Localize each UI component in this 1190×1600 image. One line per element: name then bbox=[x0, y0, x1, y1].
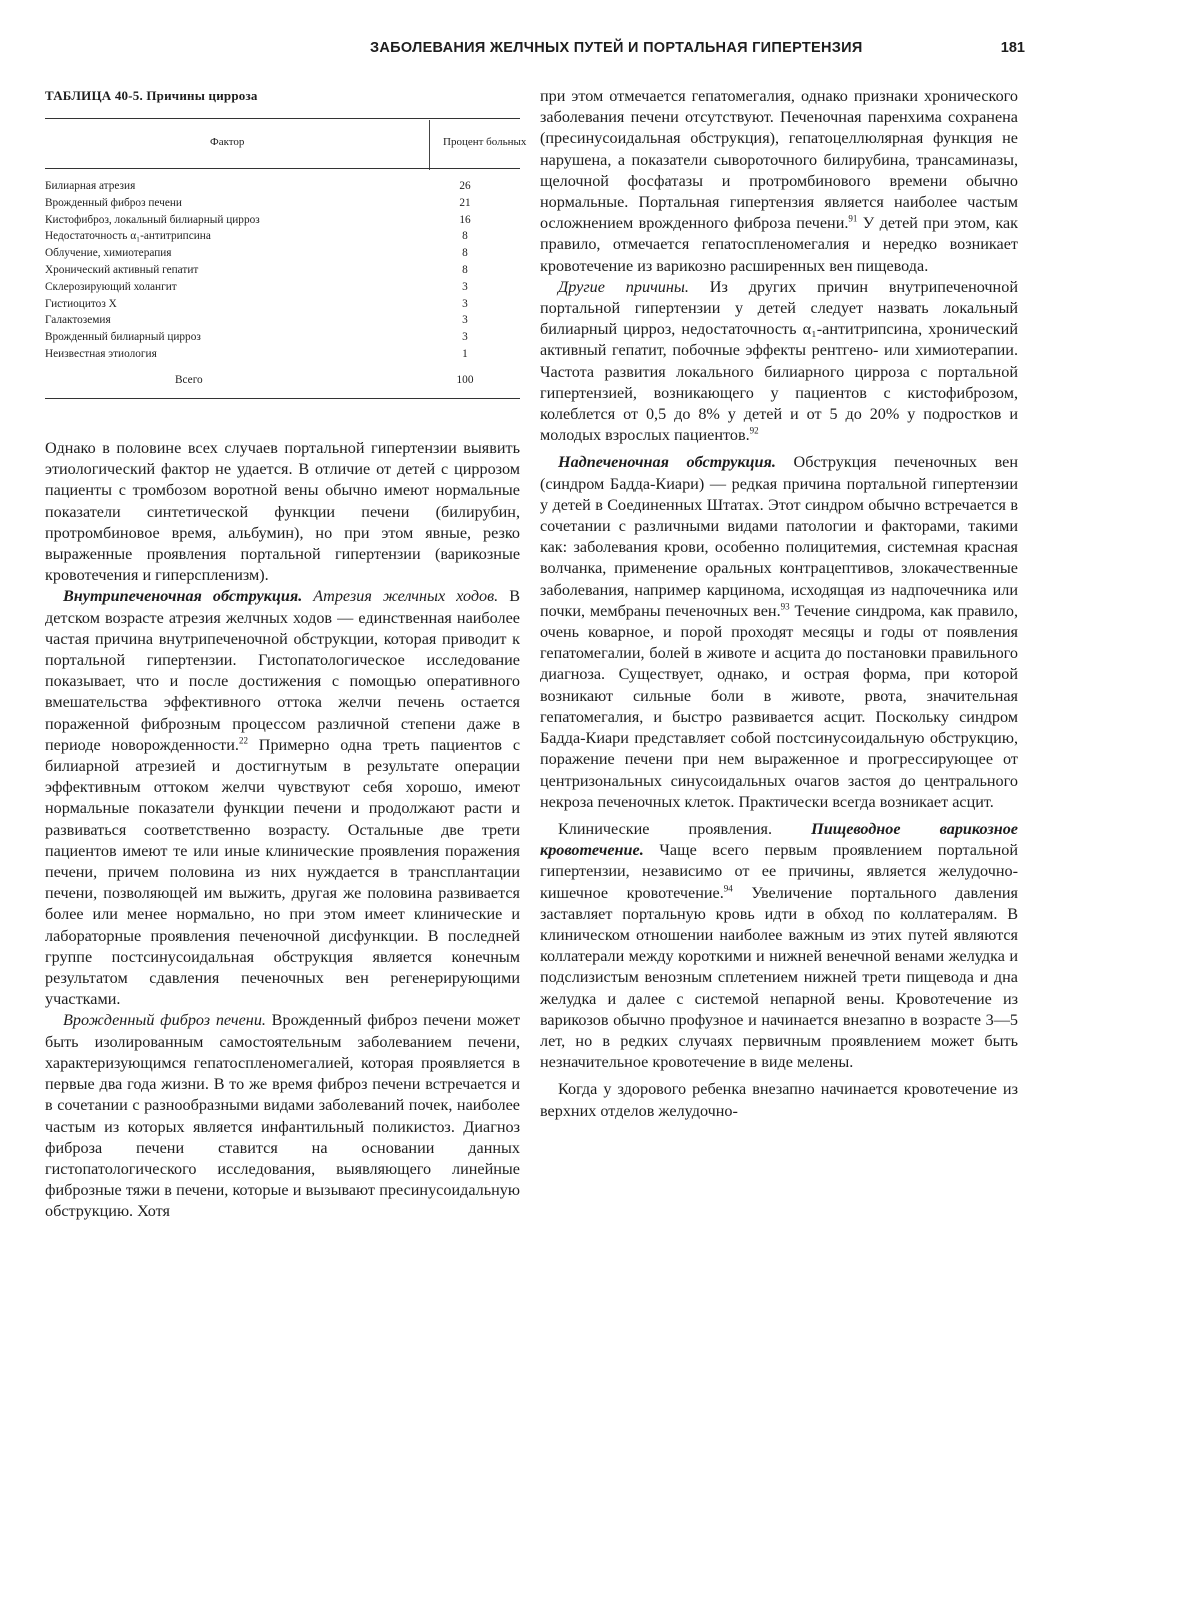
table-caption: ТАБЛИЦА 40-5. Причины цирроза bbox=[45, 88, 258, 103]
table-cell-percent: 3 bbox=[462, 331, 468, 344]
table-header-percent: Процент больных bbox=[443, 136, 527, 148]
table-cell-factor: Гистиоцитоз X bbox=[45, 297, 117, 310]
table-cell-percent: 8 bbox=[462, 247, 468, 260]
table-header-rule bbox=[45, 168, 520, 169]
table-top-rule bbox=[45, 118, 520, 119]
paragraph-text: Увеличение портального давления заставляет портальную кровь идти в обход по коллатералям. В клиническом отношении наиболее важным из этих путей являются коллатерали между короткими и нижней венечной венами желудка и подслизистым венозным сплетением нижней трети пищевода и дна желудка и далее с системой непарной вены. Кровотечение из варикозов обычно профузное и начинается внезапно в возрасте 3—5 лет, но в редких случаях первичным проявлением может быть незначительное кровотечение в виде мелены. bbox=[540, 883, 1018, 1072]
paragraph-text: Течение синдрома, как правило, очень коварное, и порой проходят месяцы и годы от появления гепатомегалии, болей в животе и асцита до постановки правильного диагноза. Существует, однако, и острая форма, при которой возникают сильные боли в животе, рвота, значительная гепатомегалия, и быстро развивается асцит. Поскольку синдром Бадда-Киари представляет собой постсинусоидальную обструкцию, поражение печени при нем выраженное и прогрессирующее от центризональных синусоидальных очагов застоя до центрального некроза печеночных клеток. Практически всегда возникает асцит. bbox=[540, 601, 1019, 811]
table-cell-percent: 16 bbox=[459, 213, 471, 226]
reference-mark: 92 bbox=[749, 425, 759, 436]
table-cell-factor: Недостаточность α₁-антитрипсина bbox=[45, 230, 211, 243]
paragraph bbox=[540, 86, 1018, 277]
paragraph: Когда у здорового ребенка внезапно начинается кровотечение из верхних отделов желудочно- bbox=[540, 1080, 1018, 1120]
table-cell-percent: 1 bbox=[462, 347, 468, 360]
table-cell-percent: 3 bbox=[462, 314, 468, 327]
reference-mark: 91 bbox=[848, 213, 858, 224]
paragraph: Однако в половине всех случаев портальной гипертензии выявить этиологический фактор не удается. В отличие от детей с циррозом пациенты с тромбозом воротной вены обычно имеют нормальные показатели синтетической функции печени (билирубин, протромбиновое время, альбумин), но при этом явные, резко выраженные проявления портальной гипертензии (варикозные кровотечения и гиперспленизм). bbox=[45, 439, 520, 585]
paragraph-text: Врожденный фиброз печени может быть изолированным самостоятельным заболеванием печени, характеризующимся гепатоспленомегалией, которая проявляется в первые два года жизни. В то же время фиброз печени встречается и в сочетании с разнообразными видами заболеваний почек, наиболее частым из которых является инфантильный поликистоз. Диагноз фиброза печени ставится на основании данных гистопатологического исследования, выявляющего линейные фиброзные тяжи в печени, которые и вызывают пресинусоидальную обструкцию. Хотя bbox=[45, 1011, 521, 1221]
table-row bbox=[45, 245, 520, 262]
table-total-row bbox=[45, 374, 520, 392]
table-row bbox=[45, 346, 520, 363]
right-column bbox=[540, 86, 1018, 1122]
table-total-value: 100 bbox=[456, 374, 474, 386]
paragraph-text: Примерно одна треть пациентов с билиарной атрезией и достигнутым в результате операции эффективным оттоком желчи чувствуют себя хорошо, имеют нормальные показатели функции печени и продолжают расти и развиваться соответственно возрасту. Остальные две трети пациентов имеют те или иные клинические проявления поражения печени, причем половина из них нуждается в трансплантации печени, позволяющей им выжить, другая же половина развивается более или менее нормально, но при этом имеет клинические и лабораторные проявления печеночной дисфункции. В последней группе постсинусоидальная обструкция является конечным результатом сдавления печеночных вен регенерирующими участками. bbox=[45, 735, 521, 1009]
table-row bbox=[45, 178, 520, 195]
table-column-divider bbox=[429, 120, 430, 170]
table-row bbox=[45, 296, 520, 313]
running-header bbox=[370, 40, 1025, 66]
table-cell-percent: 26 bbox=[459, 180, 471, 192]
paragraph-text: Чаще всего первым проявлением портальной гипертензии, независимо от ее причины, является желудочно-кишечное кровотечение. bbox=[540, 841, 1018, 902]
paragraph bbox=[45, 1010, 520, 1222]
subsection-heading: Атрезия желчных ходов. bbox=[313, 587, 499, 606]
left-column bbox=[45, 438, 520, 1223]
table-row bbox=[45, 279, 520, 296]
paragraph-text: Из других причин внутрипеченочной портальной гипертензии у детей следует назвать локальный билиарный цирроз, недостаточность α₁-антитрипсина, хронический активный гепатит, побочные эффекты рентгено- или химиотерапии. Частота развития локального билиарного цирроза с портальной гипертензией, возникающего у пациентов с кистофиброзом, колеблется от 0,5 до 8% у детей и от 5 до 20% у подростков и молодых взрослых пациентов. bbox=[540, 277, 1018, 445]
table-cell-percent: 21 bbox=[459, 196, 471, 209]
paragraph-text: У детей при этом, как правило, отмечается гепатоспленомегалия и нередко возникает кровотечение из варикозно расширенных вен пищевода. bbox=[540, 214, 1019, 275]
section-heading: Врожденный фиброз печени. bbox=[63, 1011, 266, 1030]
table-cell-factor: Хронический активный гепатит bbox=[45, 263, 199, 276]
paragraph-text: Обструкция печеночных вен (синдром Бадда-Киари) — редкая причина портальной гипертензии у детей в Соединенных Штатах. Этот синдром обычно встречается в сочетании с различными видами патологии и факторами, такими как: заболевания крови, особенно полицитемия, системная красная волчанка, применение оральных контрацептивов, злокачественные заболевания, например карцинома, исходящая из надпочечника или почки, мембраны печеночных вен. bbox=[540, 453, 1018, 620]
causes-table bbox=[45, 112, 527, 412]
paragraph bbox=[540, 452, 1018, 812]
page-number: 181 bbox=[1000, 40, 1025, 56]
table-bottom-rule bbox=[45, 398, 520, 399]
table-cell-percent: 3 bbox=[462, 280, 468, 293]
table-cell-percent: 3 bbox=[462, 297, 468, 310]
table-cell-factor: Облучение, химиотерапия bbox=[45, 247, 172, 260]
table-total-label: Всего bbox=[175, 374, 203, 386]
section-heading: Надпеченочная обструкция. bbox=[558, 453, 776, 472]
paragraph-text: В детском возрасте атрезия желчных ходов — единственная наиболее частая причина внутрипеченочной обструкции, которая приводит к портальной гипертензии. Гистопатологическое исследование показывает, что и после достижения с помощью оперативного вмешательства эффективного оттока желчи печень остается пораженной фиброзным процессом различной степени даже в периоде новорожденности. bbox=[45, 587, 520, 754]
paragraph bbox=[540, 819, 1018, 1073]
table-body bbox=[45, 178, 520, 363]
section-heading: Другие причины. bbox=[558, 277, 689, 296]
table-row bbox=[45, 262, 520, 279]
table-cell-factor: Врожденный фиброз печени bbox=[45, 196, 182, 209]
reference-mark: 94 bbox=[723, 883, 733, 894]
section-heading: Внутрипеченочная обструкция. bbox=[63, 587, 303, 606]
reference-mark: 22 bbox=[238, 735, 248, 746]
table-row bbox=[45, 329, 520, 346]
table-row bbox=[45, 312, 520, 329]
table-cell-factor: Склерозирующий холангит bbox=[45, 280, 177, 293]
paragraph bbox=[45, 586, 520, 1010]
table-cell-factor: Врожденный билиарный цирроз bbox=[45, 331, 201, 344]
table-cell-factor: Галактоземия bbox=[45, 314, 111, 327]
table-row bbox=[45, 212, 520, 229]
paragraph-text: при этом отмечается гепатомегалия, однако признаки хронического заболевания печени отсутствуют. Печеночная паренхима сохранена (пресинусоидальная обструкция), гепатоцеллюлярная функция не нарушена, а показатели сывороточного билирубина, трансаминазы, щелочной фосфатазы и протромбинового времени обычно нормальные. Портальная гипертензия является наиболее частым осложнением врожденного фиброза печени. bbox=[540, 87, 1018, 233]
section-lead: Клинические проявления. bbox=[558, 819, 773, 838]
table-row bbox=[45, 228, 520, 245]
table-cell-percent: 8 bbox=[462, 263, 468, 276]
table-cell-factor: Билиарная атрезия bbox=[45, 180, 136, 192]
table-header-factor: Фактор bbox=[210, 136, 245, 148]
running-title: ЗАБОЛЕВАНИЯ ЖЕЛЧНЫХ ПУТЕЙ И ПОРТАЛЬНАЯ ГИПЕРТЕНЗИЯ bbox=[370, 40, 863, 56]
table-cell-percent: 8 bbox=[462, 230, 468, 243]
table-row bbox=[45, 195, 520, 212]
table-cell-factor: Кистофиброз, локальный билиарный цирроз bbox=[45, 213, 260, 226]
section-heading: Пищеводное варикозное кровотечение. bbox=[540, 819, 1018, 860]
reference-mark: 93 bbox=[780, 601, 790, 612]
table-cell-factor: Неизвестная этиология bbox=[45, 347, 157, 360]
paragraph bbox=[540, 277, 1018, 447]
